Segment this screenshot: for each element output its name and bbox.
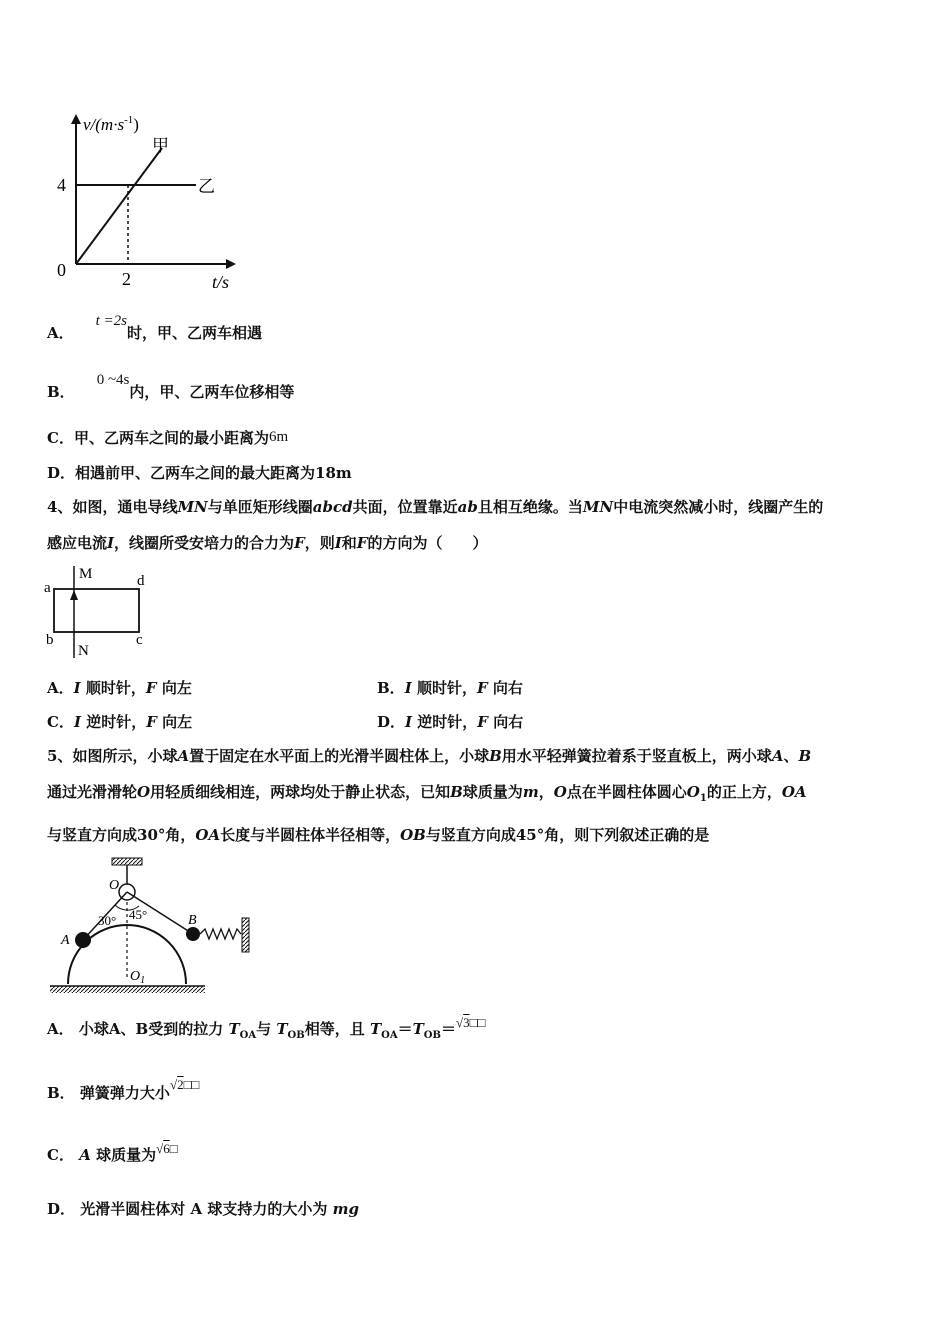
graph-y-tick: 4 bbox=[57, 175, 66, 195]
q5-option-d: D． 光滑半圆柱体对 A 球支持力的大小为 mg bbox=[47, 1200, 359, 1218]
q4-option-d: D．I 逆时针，F 向右 bbox=[377, 713, 524, 731]
q5-option-b: B． 弹簧弹力大小√2□□ bbox=[47, 1077, 200, 1102]
graph-x-tick: 2 bbox=[122, 269, 131, 289]
q3-a-math: t =2s bbox=[95, 313, 128, 329]
wire-n: N bbox=[78, 643, 89, 659]
q4-option-c: C．I 逆时针，F 向左 bbox=[47, 713, 193, 731]
graph-y-label: $v/(m\cdot s^{-1})$ bbox=[83, 114, 139, 134]
corner-d: d bbox=[137, 573, 145, 589]
loop-wire-figure bbox=[42, 562, 162, 662]
q4-stem: 4、如图，通电导线MN与单匝矩形线圈abcd共面，位置靠近ab且相互绝缘。当MN中电流突然减小时，线圈产生的 感应电流I，线圈所受安培力的合力为F，则I和F的方向为（ ） bbox=[47, 498, 824, 552]
q5-option-a: A． 小球A、B受到的拉力 $T_{OA}$与 $T_{OB}$相等，且 $T_{OA}=T_{OB}=√3□□$ bbox=[47, 1015, 486, 1041]
velocity-time-graph bbox=[52, 108, 252, 298]
angle-30: 30° bbox=[98, 913, 117, 928]
label-o1: $O_1$ bbox=[130, 969, 146, 986]
graph-x-label: t/s bbox=[212, 272, 230, 292]
q3-option-d: D．相遇前甲、乙两车之间的最大距离为18m bbox=[47, 464, 352, 482]
q5-option-c: C． A 球质量为√6□ bbox=[47, 1141, 178, 1164]
graph-line-jia-label: 甲 bbox=[152, 136, 169, 155]
label-o: O bbox=[109, 878, 120, 893]
graph-origin: 0 bbox=[57, 260, 66, 280]
corner-c: c bbox=[136, 632, 143, 648]
q3-option-b: B．0 ~4s内，甲、乙两车位移相等 bbox=[47, 372, 295, 401]
graph-line-yi-label: 乙 bbox=[198, 177, 215, 196]
wire-m: M bbox=[79, 566, 93, 582]
corner-a: a bbox=[44, 580, 51, 596]
pulley-ball-figure bbox=[45, 852, 260, 1002]
q3-option-c: C．甲、乙两车之间的最小距离为6m bbox=[47, 429, 289, 447]
label-a: A bbox=[61, 933, 70, 948]
q4-option-b: B．I 顺时针，F 向右 bbox=[377, 679, 523, 697]
label-b: B bbox=[188, 913, 197, 928]
q4-option-a: A．I 顺时针，F 向左 bbox=[47, 679, 192, 697]
angle-45: 45° bbox=[129, 907, 148, 922]
q3-b-math: 0 ~4s bbox=[96, 372, 130, 388]
corner-b: b bbox=[46, 632, 54, 648]
q3-option-a: A．t =2s时，甲、乙两车相遇 bbox=[47, 313, 263, 342]
q5-stem: 5、如图所示，小球A置于固定在水平面上的光滑半圆柱体上，小球B用水平轻弹簧拉着系于竖直板上，两小球A、B 通过光滑滑轮O用轻质细线相连，两球均处于静止状态，已知B球质量为m，O点在半圆柱体圆心$O_1$的正上方，OA 与竖直方向成30°角，OA长度与半圆柱体半径相等，OB与竖直方向成45°角，则下列叙述正确的是 bbox=[47, 747, 812, 844]
